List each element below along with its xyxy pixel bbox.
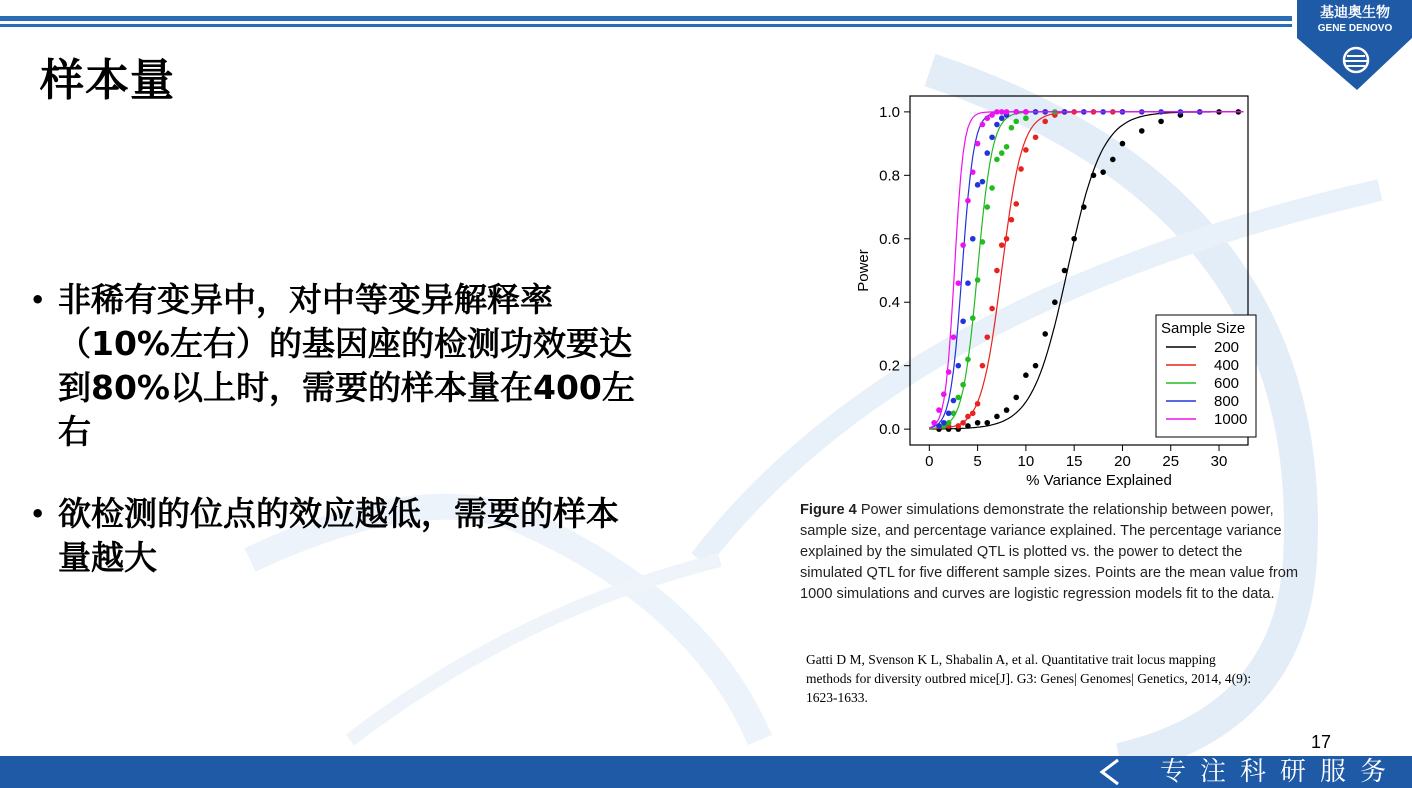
series-1000-point — [975, 141, 981, 147]
figure-caption-line: simulated QTL for five different sample sizes. Points are the mean value from — [800, 565, 1299, 581]
series-1000-point — [980, 122, 986, 128]
series-1000-point — [984, 115, 990, 121]
series-600-point — [1009, 125, 1015, 131]
series-800-point — [999, 115, 1005, 121]
series-800-point — [984, 150, 990, 156]
series-200-point — [1004, 407, 1010, 413]
series-1000-point — [946, 369, 952, 375]
x-axis-label: % Variance Explained — [1026, 472, 1172, 489]
y-tick-label: 1.0 — [879, 103, 900, 121]
y-tick-label: 0.6 — [879, 230, 900, 248]
series-400-point — [960, 420, 966, 426]
series-400-point — [1004, 236, 1010, 242]
series-800-point — [936, 423, 942, 429]
series-200-point — [1081, 204, 1087, 210]
series-1000-point — [951, 334, 957, 340]
y-tick-label: 0.8 — [879, 167, 900, 185]
company-logo — [1297, 0, 1412, 92]
series-800-point — [970, 236, 976, 242]
figure-caption-label: Figure 4 — [800, 502, 857, 518]
legend-label: 1000 — [1214, 411, 1248, 428]
series-800-point — [946, 410, 952, 416]
bullet-item — [30, 278, 690, 454]
bullet-list — [30, 278, 690, 580]
series-1000-point — [941, 391, 947, 397]
series-600-point — [994, 157, 1000, 163]
series-200-point — [1023, 372, 1029, 378]
series-200-point — [1052, 299, 1058, 305]
x-tick-label: 15 — [1065, 453, 1083, 470]
x-tick-label: 5 — [973, 453, 982, 470]
series-200-point — [1120, 141, 1126, 147]
series-600-point — [1023, 115, 1029, 121]
legend-label: 200 — [1214, 339, 1240, 356]
series-200-point — [1139, 128, 1145, 134]
logo-name-cn: 基迪奥生物 — [1320, 5, 1390, 21]
series-200-point — [975, 420, 981, 426]
series-600-point — [960, 382, 966, 388]
series-1000-point — [1013, 109, 1019, 115]
figure-caption-line: explained by the simulated QTL is plotted vs. the power to detect the — [800, 544, 1243, 560]
series-600-point — [1013, 119, 1019, 125]
series-600-point — [980, 239, 986, 245]
series-600-point — [984, 204, 990, 210]
series-600-point — [970, 315, 976, 321]
series-200-point — [1158, 119, 1164, 125]
series-600-point — [989, 185, 995, 191]
header-rule-thick — [0, 16, 1292, 21]
series-600-point — [975, 277, 981, 283]
y-tick-label: 0.4 — [879, 294, 900, 312]
series-200-point — [984, 420, 990, 426]
series-400-point — [1009, 217, 1015, 223]
footer-slogan: 专注科研服务 — [1159, 757, 1400, 787]
series-800-point — [989, 134, 995, 140]
bullet-text: 欲检测的位点的效应越低，需要的样本 量越大 — [58, 494, 619, 577]
series-400-point — [975, 401, 981, 407]
series-600-point — [965, 357, 971, 363]
power-chart — [848, 90, 1268, 490]
series-1000-point — [989, 112, 995, 118]
series-400-point — [984, 334, 990, 340]
series-200-point — [965, 423, 971, 429]
x-tick-label: 25 — [1162, 453, 1180, 470]
figure-caption-line: sample size, and percentage variance explained. The percentage variance — [800, 523, 1282, 539]
series-600-point — [999, 150, 1005, 156]
series-1000-point — [936, 407, 942, 413]
bullet-item — [30, 492, 690, 580]
series-800-point — [965, 280, 971, 286]
bullet-dot-icon: • — [30, 286, 46, 314]
figure-caption-line: 1000 simulations and curves are logistic regression models fit to the data. — [800, 586, 1275, 602]
legend-label: 600 — [1214, 375, 1240, 392]
series-400-point — [994, 268, 1000, 274]
series-1000-point — [970, 169, 976, 175]
x-tick-label: 30 — [1210, 453, 1228, 470]
series-200-point — [1062, 268, 1068, 274]
series-400-point — [1018, 166, 1024, 172]
series-600-point — [1004, 144, 1010, 150]
figure-caption-line: Power simulations demonstrate the relationship between power, — [860, 502, 1274, 518]
legend-label: 400 — [1214, 357, 1240, 374]
series-1000-point — [960, 242, 966, 248]
citation-line: Gatti D M, Svenson K L, Shabalin A, et al. Quantitative trait locus mapping — [806, 652, 1216, 667]
y-tick-label: 0.2 — [879, 357, 900, 375]
series-1000-point — [1023, 109, 1029, 115]
series-1000-point — [955, 280, 961, 286]
series-600-point — [946, 420, 952, 426]
y-tick-label: 0.0 — [879, 421, 900, 439]
series-800-point — [951, 398, 957, 404]
series-800-point — [980, 179, 986, 185]
series-1000-point — [999, 109, 1005, 115]
slide-title: 样本量 — [40, 55, 175, 106]
series-200-point — [1033, 363, 1039, 369]
citation-line: methods for diversity outbred mice[J]. G3: Genes| Genomes| Genetics, 2014, 4(9): — [806, 671, 1252, 686]
footer-bar — [0, 756, 1412, 788]
series-200-point — [1110, 157, 1116, 163]
chevron-left-icon — [1094, 758, 1124, 786]
legend-title: Sample Size — [1161, 320, 1246, 337]
series-400-point — [989, 306, 995, 312]
x-tick-label: 20 — [1114, 453, 1131, 470]
series-200-point — [1100, 169, 1106, 175]
series-600-point — [951, 410, 957, 416]
series-400-point — [1023, 147, 1029, 153]
series-1000-point — [994, 109, 1000, 115]
x-tick-label: 0 — [925, 453, 934, 470]
page-number: 17 — [1311, 732, 1332, 752]
bullet-dot-icon: • — [30, 500, 46, 528]
series-400-point — [965, 414, 971, 420]
figure-caption — [800, 500, 1318, 605]
series-1000-point — [931, 420, 937, 426]
y-axis-label: Power — [855, 249, 872, 292]
series-800-point — [994, 122, 1000, 128]
reference-citation — [806, 650, 1316, 707]
x-tick-label: 10 — [1017, 453, 1035, 470]
legend-label: 800 — [1214, 393, 1240, 410]
series-400-point — [1033, 134, 1039, 140]
series-400-point — [1042, 119, 1048, 125]
series-800-point — [975, 182, 981, 188]
series-1000-point — [965, 198, 971, 204]
series-200-point — [1071, 236, 1077, 242]
series-400-point — [999, 242, 1005, 248]
series-600-point — [955, 395, 961, 401]
series-1000-point — [1004, 109, 1010, 115]
series-800-point — [941, 420, 947, 426]
series-200-point — [994, 414, 1000, 420]
series-800-point — [955, 363, 961, 369]
series-400-point — [955, 423, 961, 429]
series-200-point — [1042, 331, 1048, 337]
series-400-point — [1013, 201, 1019, 207]
series-200-point — [1013, 395, 1019, 401]
bullet-text: 非稀有变异中，对中等变异解释率 （10%左右）的基因座的检测功效要达 到80%以上时，需要的样本量在400左 右 — [58, 280, 635, 451]
series-400-point — [980, 363, 986, 369]
logo-name-en: GENE DENOVO — [1317, 23, 1393, 34]
series-200-point — [1091, 173, 1097, 179]
series-400-point — [970, 410, 976, 416]
series-800-point — [960, 318, 966, 324]
citation-line: 1623-1633. — [806, 690, 868, 705]
header-rule-thin — [0, 24, 1292, 27]
